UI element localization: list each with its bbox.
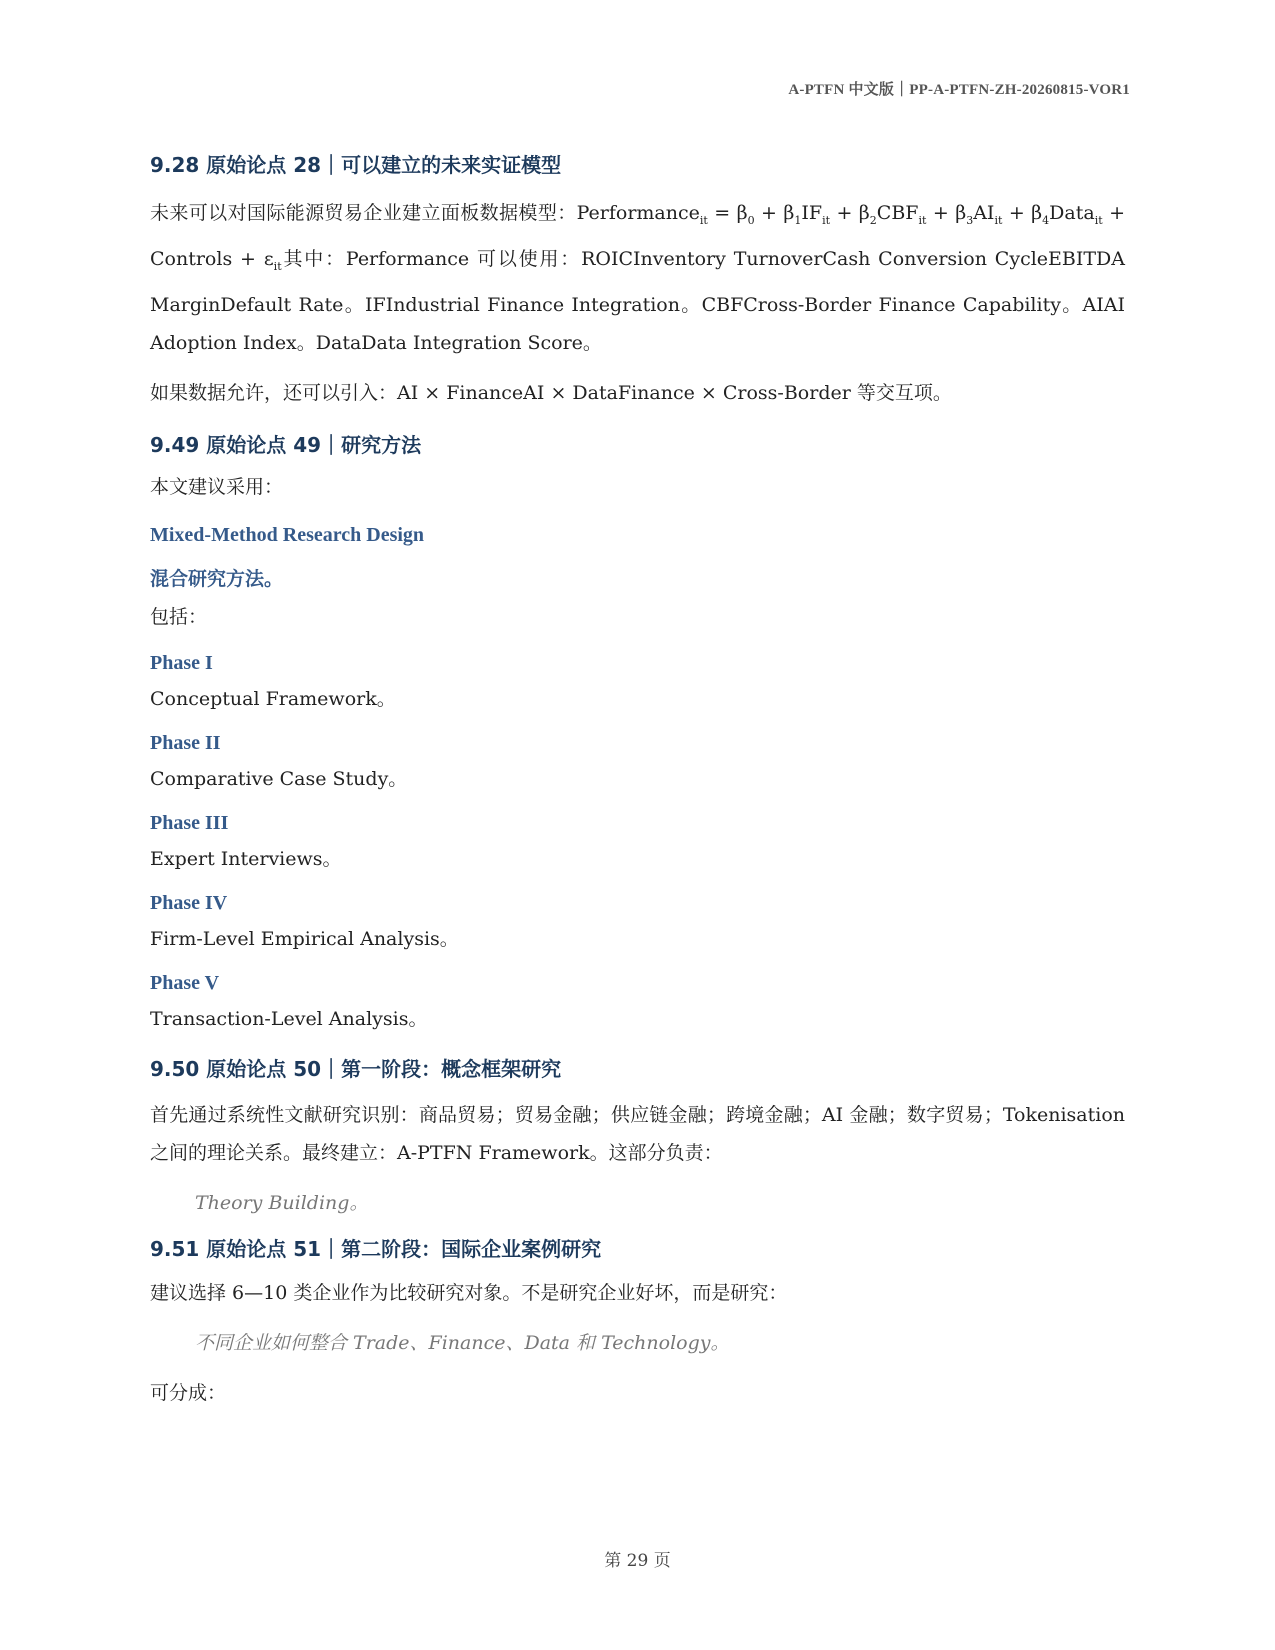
paragraph-literature: 首先通过系统性文献研究识别：商品贸易；贸易金融；供应链金融；跨境金融；AI 金融；数字贸易；Tokenisation 之间的理论关系。最终建立：A-PTFN Framework。这部分负责： xyxy=(150,1103,1125,1164)
page-content xyxy=(150,150,1125,1412)
phase-label: Phase IV xyxy=(150,891,228,914)
formula-intro: 未来可以对国际能源贸易企业建立面板数据模型：Performance xyxy=(150,202,700,224)
subscript: it xyxy=(273,259,282,273)
subscript: it xyxy=(994,213,1003,227)
formula-text: IF xyxy=(801,202,823,224)
phase-description: Comparative Case Study。 xyxy=(150,767,408,790)
formula-text: + β xyxy=(830,202,870,224)
formula-controls: + Controls + ε xyxy=(150,202,1125,270)
phase-label: Phase I xyxy=(150,651,213,674)
paragraph-interaction-terms: 如果数据允许，还可以引入：AI × FinanceAI × DataFinance × Cross-Border 等交互项。 xyxy=(150,381,952,404)
phase-description: Firm-Level Empirical Analysis。 xyxy=(150,927,459,950)
section-title-9-49: 9.49 原始论点 49｜研究方法 xyxy=(150,432,422,457)
method-title-cn: 混合研究方法。 xyxy=(150,567,284,590)
formula-text: AI xyxy=(973,202,995,224)
subscript: 1 xyxy=(794,213,802,227)
phase-description: Expert Interviews。 xyxy=(150,847,342,870)
paragraph-method-intro: 本文建议采用： xyxy=(150,475,284,498)
subscript: it xyxy=(822,213,831,227)
paragraph-panel-model xyxy=(150,194,1125,362)
method-title-en: Mixed-Method Research Design xyxy=(150,523,425,546)
formula-text: = β xyxy=(707,202,748,224)
paragraph-include: 包括： xyxy=(150,605,208,628)
formula-text: + β xyxy=(1002,202,1043,224)
subscript: 0 xyxy=(747,213,755,227)
formula-text: + β xyxy=(754,202,795,224)
phase-list xyxy=(150,648,1125,1038)
formula-text: + β xyxy=(926,202,967,224)
section-title-9-50: 9.50 原始论点 50｜第一阶段：概念框架研究 xyxy=(150,1056,562,1081)
subscript: it xyxy=(1094,213,1103,227)
subscript: 3 xyxy=(966,213,974,227)
subscript: 4 xyxy=(1042,213,1050,227)
phase-label: Phase III xyxy=(150,811,229,834)
formula-text: Data xyxy=(1049,202,1095,224)
phase-label: Phase V xyxy=(150,971,220,994)
subscript: 2 xyxy=(869,213,877,227)
quote-integration: 不同企业如何整合 Trade、Finance、Data 和 Technology。 xyxy=(195,1331,730,1354)
phase-label: Phase II xyxy=(150,731,221,754)
phase-description: Transaction-Level Analysis。 xyxy=(150,1007,428,1030)
phase-description: Conceptual Framework。 xyxy=(150,687,396,710)
section-title-9-28: 9.28 原始论点 28｜可以建立的未来实证模型 xyxy=(150,153,562,177)
performance-measures: 其中：Performance 可以使用：ROICInventory TurnoverCash Conversion CycleEBITDA MarginDefault Rate。IFIndustrial Finance Integration。CBFCross-Border Finance Capability。AIAI Adoption Index。DataData Integration Score。 xyxy=(150,247,1125,354)
page-number: 第 29 页 xyxy=(604,1551,671,1571)
subscript: it xyxy=(699,213,708,227)
section-title-9-51: 9.51 原始论点 51｜第二阶段：国际企业案例研究 xyxy=(150,1236,602,1261)
paragraph-case-selection: 建议选择 6—10 类企业作为比较研究对象。不是研究企业好坏，而是研究： xyxy=(150,1281,788,1304)
formula-text: CBF xyxy=(876,202,919,224)
subscript: it xyxy=(918,213,927,227)
quote-theory-building: Theory Building。 xyxy=(195,1191,369,1214)
page-header: A-PTFN 中文版｜PP-A-PTFN-ZH-20260815-VOR1 xyxy=(788,82,1130,98)
paragraph-categories: 可分成： xyxy=(150,1381,227,1404)
